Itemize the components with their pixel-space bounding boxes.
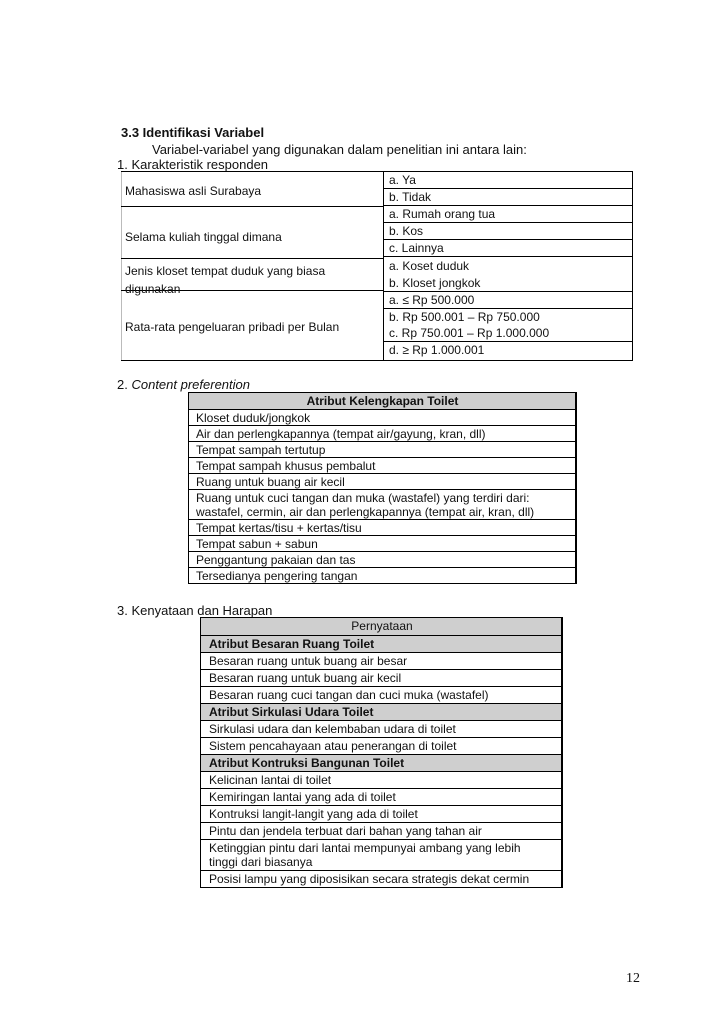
table2-row: Tempat sampah tertutup — [189, 441, 575, 457]
table3-row — [201, 839, 561, 870]
row-label-mahasiswa: Mahasiswa asli Surabaya — [125, 184, 262, 198]
table3-row: Kelicinan lantai di toilet — [201, 771, 561, 788]
option-pengeluaran-b: b. Rp 500.001 – Rp 750.000 — [389, 310, 540, 324]
table2-row: Tempat sampah khusus pembalut — [189, 457, 575, 473]
intro-text: Variabel-variabel yang digunakan dalam penelitian ini antara lain: — [152, 142, 527, 157]
respondent-characteristics-table — [121, 171, 633, 361]
page-number: 12 — [626, 971, 640, 986]
table2-row: Tempat sabun + sabun — [189, 535, 575, 551]
table2-row: Tersedianya pengering tangan — [189, 567, 575, 583]
option-pengeluaran-d: d. ≥ Rp 1.000.001 — [389, 343, 485, 357]
table3-row: Besaran ruang untuk buang air besar — [201, 652, 561, 669]
option-tidak: b. Tidak — [384, 189, 632, 206]
section2-label: Content preferention — [131, 377, 250, 392]
option-kloset-jongkok: b. Kloset jongkok — [384, 275, 632, 292]
group-title-sirkulasi: Atribut Sirkulasi Udara Toilet — [201, 703, 561, 720]
table3-header: Pernyataan — [201, 618, 561, 635]
option-pengeluaran-c: c. Rp 750.001 – Rp 1.000.000 — [384, 325, 632, 342]
table3-row-line1: Ketinggian pintu dari lantai mempunyai ambang yang lebih — [209, 841, 521, 855]
option-kos: b. Kos — [384, 223, 632, 240]
table3-row: Sirkulasi udara dan kelembaban udara di toilet — [201, 720, 561, 737]
table2-row: Kloset duduk/jongkok — [189, 409, 575, 425]
option-rumah-orang-tua: a. Rumah orang tua — [384, 206, 632, 223]
table2-row: Air dan perlengkapannya (tempat air/gayung, kran, dll) — [189, 425, 575, 441]
table3-row: Besaran ruang untuk buang air kecil — [201, 669, 561, 686]
table3-row: Sistem pencahayaan atau penerangan di toilet — [201, 737, 561, 754]
option-lainnya: c. Lainnya — [384, 240, 632, 257]
section2-title — [117, 377, 250, 392]
table2-row: Penggantung pakaian dan tas — [189, 551, 575, 567]
table2-row: Tempat kertas/tisu + kertas/tisu — [189, 519, 575, 535]
row-label-pengeluaran: Rata-rata pengeluaran pribadi per Bulan — [125, 320, 340, 334]
toilet-completeness-table — [188, 392, 577, 584]
table2-row — [189, 489, 575, 519]
section2-number: 2. — [117, 377, 128, 392]
table2-header: Atribut Kelengkapan Toilet — [189, 393, 575, 409]
section1-title: 1. Karakteristik responden — [117, 157, 269, 172]
table3-row: Posisi lampu yang diposisikan secara strategis dekat cermin — [201, 870, 561, 887]
table3-row: Besaran ruang cuci tangan dan cuci muka (wastafel) — [201, 686, 561, 703]
table3-row: Pintu dan jendela terbuat dari bahan yang tahan air — [201, 822, 561, 839]
group-title-kontruksi: Atribut Kontruksi Bangunan Toilet — [201, 754, 561, 771]
option-koset-duduk: a. Koset duduk — [389, 259, 470, 273]
option-ya: a. Ya — [384, 172, 632, 189]
option-pengeluaran-a: a. ≤ Rp 500.000 — [384, 292, 632, 309]
table3-row: Kontruksi langit-langit yang ada di toilet — [201, 805, 561, 822]
table3-row-line2: tinggi dari biasanya — [209, 855, 313, 869]
table2-row-line2: wastafel, cermin, air dan perlengkapannya (tempat air, kran, dll) — [196, 505, 535, 519]
row-label-kloset-line1: Jenis kloset tempat duduk yang biasa — [125, 264, 326, 278]
row-label-tinggal: Selama kuliah tinggal dimana — [125, 230, 282, 244]
group-title-besaran: Atribut Besaran Ruang Toilet — [201, 635, 561, 652]
section3-title: 3. Kenyataan dan Harapan — [117, 603, 273, 618]
statement-table — [200, 617, 563, 888]
table3-row: Kemiringan lantai yang ada di toilet — [201, 788, 561, 805]
table2-row-line1: Ruang untuk cuci tangan dan muka (wastafel) yang terdiri dari: — [196, 491, 530, 505]
row-label-kloset-line2: digunakan — [125, 282, 181, 296]
section-heading: 3.3 Identifikasi Variabel — [121, 125, 265, 140]
table2-row: Ruang untuk buang air kecil — [189, 473, 575, 489]
